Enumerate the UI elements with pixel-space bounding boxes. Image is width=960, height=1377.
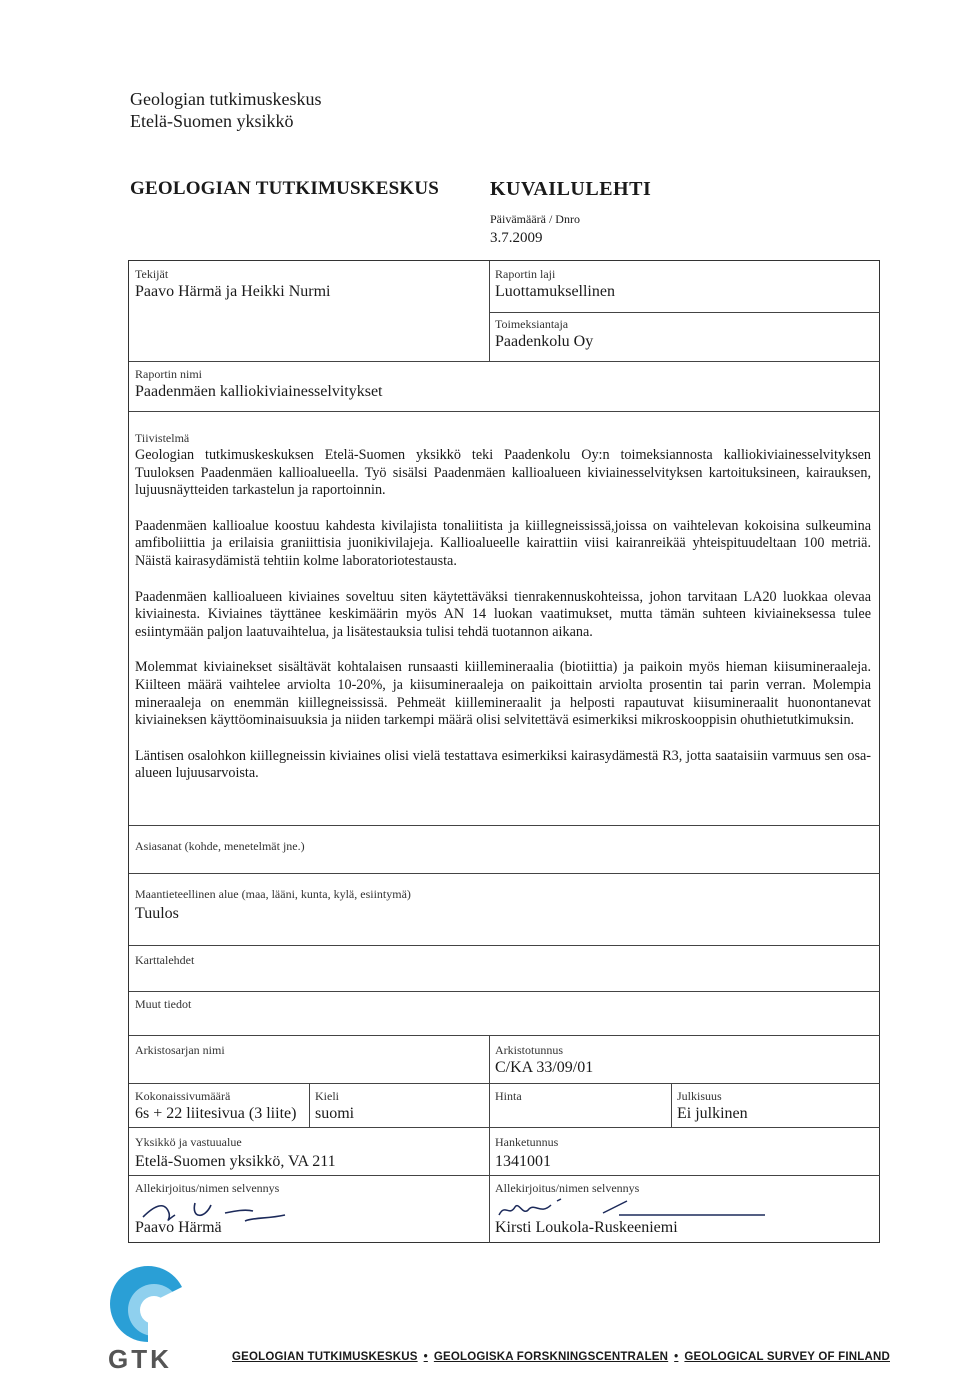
gtk-logo-mark: [108, 1264, 188, 1344]
authors-value: Paavo Härmä ja Heikki Nurmi: [135, 283, 331, 300]
summary-paragraph: Geologian tutkimuskeskuksen Etelä-Suomen yksikkö teki Paadenkolu Oy:n toimeksiannosta kalliokiviainesselvityksen Tuuloksen Paadenmäen kallioalueella. Työ sisälsi Paadenmäen kallioalueen kiviainesselvityksen kartoituksineen, kairauksen, lujuusnäytteiden tarkastelun ja raportoinnin.: [135, 447, 871, 499]
divider: [309, 1083, 310, 1127]
client-value: Paadenkolu Oy: [495, 333, 594, 350]
unit-label: Yksikkö ja vastuualue: [135, 1135, 242, 1149]
report-type-value: Luottamuksellinen: [495, 283, 615, 300]
date-label: Päivämäärä / Dnro: [490, 212, 580, 226]
divider: [129, 411, 880, 412]
summary-paragraph: Molemmat kiviainekset sisältävät kohtalaisen runsaasti kiillemineraalia (biotiittia) ja paikoin myös hieman kiisumineraaleja. Kiilteen määrä vaihtelee arviolta 10-20%, ja kiisumineraaleja on paikoittain arviolta prosentin tai parin verran. Molempia mineraaleja on enemmän kiillegneississä. Pehmeät kiillemineraalit ja helposti rapautuvat kiisumineraalit huonontanevat kiviaineksen käyttöominaisuuksia ja niiden tarkempi määrä olisi selvitettävä esimerkiksi mikroskooppisin ohuthietutkimuksin.: [135, 659, 871, 729]
language-value: suomi: [315, 1105, 355, 1122]
footer-fi: GEOLOGIAN TUTKIMUSKESKUS: [232, 1351, 418, 1363]
divider: [489, 312, 880, 313]
archive-id-label: Arkistotunnus: [495, 1043, 564, 1057]
summary-paragraph: Paadenmäen kallioalue koostuu kahdesta kivilajista tonaliitista ja kiillegneississä,joissa on vaihtelevan kokoisina sulkeumina amfiboliittia ja erilaisia graniittisia juonikivilajeja. Kallioalueelle kairattiin viisi kairanreikää yhteispituudeltaan 100 metriä. Näistä kairasydämistä tehtiin kolme laboratoriotestausta.: [135, 517, 871, 569]
divider: [489, 1035, 490, 1243]
divider: [129, 1083, 880, 1084]
map-sheets-label: Karttalehdet: [135, 953, 195, 967]
authors-label: Tekijät: [135, 267, 169, 281]
signature-right-label: Allekirjoitus/nimen selvennys: [495, 1181, 640, 1195]
footer-en: GEOLOGICAL SURVEY OF FINLAND: [684, 1351, 890, 1363]
org-name: Geologian tutkimuskeskus: [130, 89, 322, 109]
divider: [129, 873, 880, 874]
divider: [489, 261, 490, 361]
footer-tagline: [232, 1351, 890, 1363]
signature-left-name: Paavo Härmä: [135, 1219, 222, 1236]
divider: [129, 825, 880, 826]
divider: [129, 945, 880, 946]
gtk-logo-text: GTK: [108, 1344, 172, 1374]
keywords-label: Asiasanat (kohde, menetelmät jne.): [135, 839, 305, 853]
publicity-label: Julkisuus: [677, 1089, 722, 1103]
price-label: Hinta: [495, 1089, 522, 1103]
divider: [129, 361, 489, 362]
report-name-value: Paadenmäen kalliokiviainesselvitykset: [135, 383, 383, 400]
organization-block: [130, 88, 322, 132]
header-organization: GEOLOGIAN TUTKIMUSKESKUS: [130, 178, 440, 199]
footer-sv: GEOLOGISKA FORSKNINGSCENTRALEN: [433, 1351, 669, 1363]
gtk-logo: [108, 1264, 188, 1372]
report-type-label: Raportin laji: [495, 267, 556, 281]
divider: [129, 1175, 880, 1176]
summary-label: Tiivistelmä: [135, 431, 190, 445]
archive-series-label: Arkistosarjan nimi: [135, 1043, 225, 1057]
document-type-title: KUVAILULEHTI: [490, 178, 652, 200]
signature-left-label: Allekirjoitus/nimen selvennys: [135, 1181, 280, 1195]
signature-right-name: Kirsti Loukola-Ruskeeniemi: [495, 1219, 678, 1236]
footer-separator: •: [423, 1351, 428, 1363]
archive-id-value: C/KA 33/09/01: [495, 1059, 594, 1076]
publicity-value: Ei julkinen: [677, 1105, 748, 1122]
project-id-label: Hanketunnus: [495, 1135, 559, 1149]
divider: [129, 991, 880, 992]
summary-text: [135, 447, 871, 801]
summary-paragraph: Paadenmäen kallioalueen kiviaines soveltuu siten käytettäväksi tienrakennuskohteissa, johon tarvitaan LA20 luokkaa olevaa kiviainesta. Kiviaines täyttänee keskimäärin myös AN 14 luokan vaatimukset, mutta tämän suhteen kiviaineksessa tulee esiintymään paljon laatuvaihtelua, ja lisätestauksia tulisi tehdä tuotannon aikana.: [135, 588, 871, 640]
footer-separator: •: [674, 1351, 679, 1363]
project-id-value: 1341001: [495, 1153, 551, 1170]
page-count-label: Kokonaissivumäärä: [135, 1089, 231, 1103]
description-form: [128, 260, 880, 1243]
client-label: Toimeksiantaja: [495, 317, 569, 331]
unit-value: Etelä-Suomen yksikkö, VA 211: [135, 1153, 336, 1170]
divider: [129, 1035, 880, 1036]
org-unit: Etelä-Suomen yksikkö: [130, 111, 294, 131]
summary-paragraph: Läntisen osalohkon kiillegneissin kiviaines olisi vielä testattava esimerkiksi kairasydämestä R3, jotta saataisiin varmuus sen osa-alueen lujuusarvoista.: [135, 747, 871, 782]
date-value: 3.7.2009: [490, 230, 543, 246]
area-value: Tuulos: [135, 905, 179, 922]
language-label: Kieli: [315, 1089, 339, 1103]
page-count-value: 6s + 22 liitesivua (3 liite): [135, 1105, 297, 1122]
area-label: Maantieteellinen alue (maa, lääni, kunta, kylä, esiintymä): [135, 887, 411, 901]
divider: [129, 1127, 880, 1128]
other-info-label: Muut tiedot: [135, 997, 192, 1011]
report-name-label: Raportin nimi: [135, 367, 202, 381]
divider: [671, 1083, 672, 1127]
